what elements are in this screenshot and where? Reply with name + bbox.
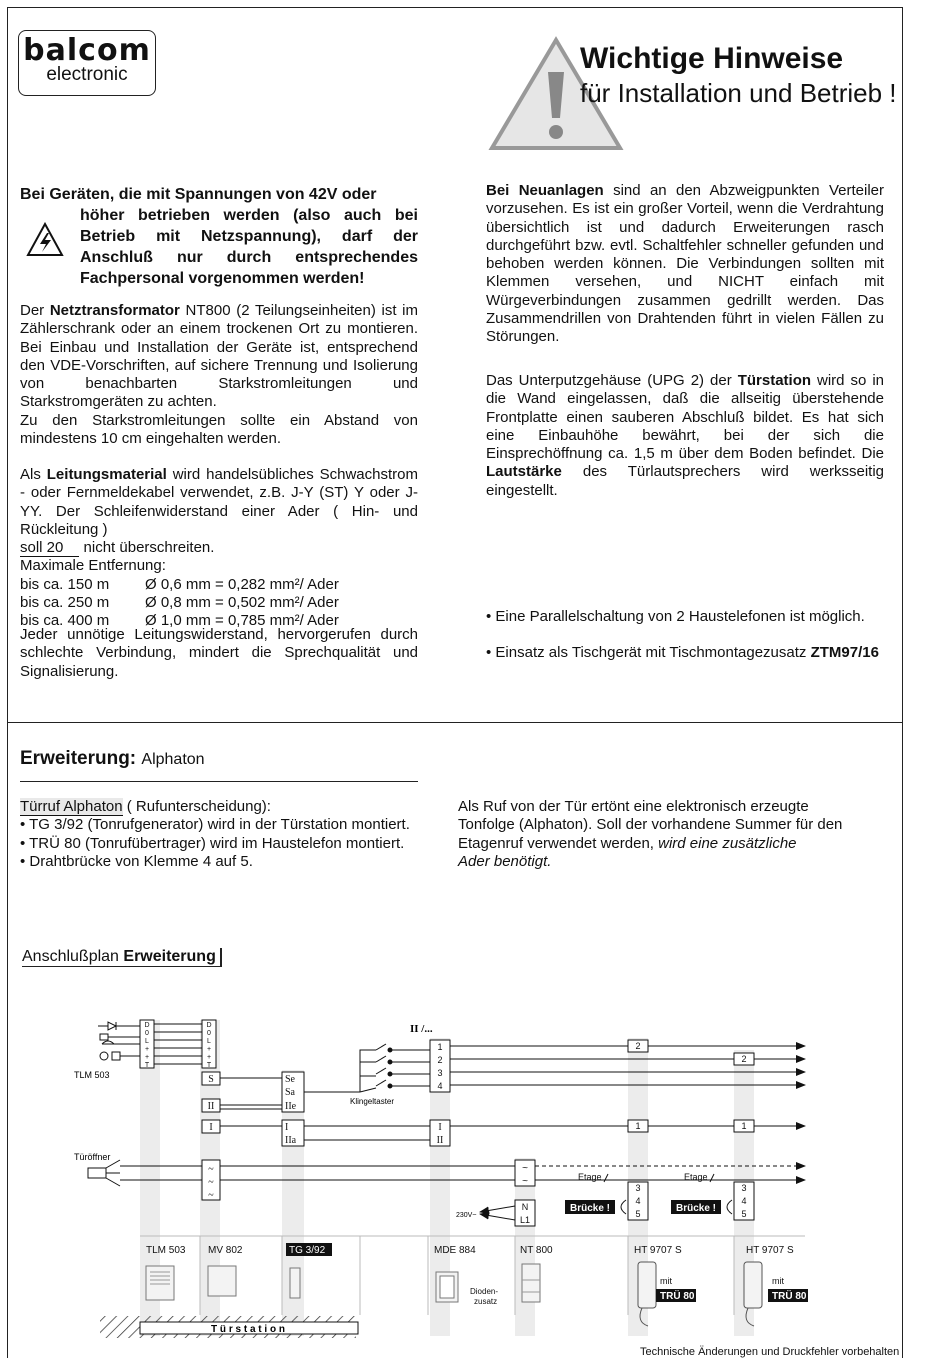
device-label: HT 9707 S xyxy=(746,1245,794,1256)
svg-text:1: 1 xyxy=(635,1121,641,1131)
svg-text:1: 1 xyxy=(741,1121,747,1131)
svg-text:4: 4 xyxy=(437,1081,443,1091)
true80-badge xyxy=(656,1289,808,1302)
leitungsmaterial-paragraph: Als Leitungsmaterial wird handelsübliches Schwachstrom - oder Fernmeldekabel verwendet, z.B. J-Y (ST) Y oder J-YY. Der Schleifenwiderstand einer Ader ( Hin- und Rückleitung ) soll 20 nicht überschreiten. Maximale Entfernung: bis ca. 150 m Ø 0,6 mm = 0,282 mm²/ Ader bis ca. 250 m Ø 0,8 mm = 0,502 mm²/ Ader bis ca. 400 m Ø 1,0 mm = 0,785 mm²/ Ader xyxy=(20,466,418,630)
warning-line1: Bei Geräten, die mit Spannungen von 42V oder xyxy=(20,186,377,203)
etage-label: Etage xyxy=(578,1172,602,1182)
svg-text:2: 2 xyxy=(635,1041,641,1051)
device-label: TG 3/92 xyxy=(289,1245,326,1256)
svg-text:4: 4 xyxy=(741,1196,747,1206)
svg-text:3: 3 xyxy=(437,1068,443,1078)
section-underline xyxy=(20,781,418,782)
alphaton-paragraph: Als Ruf von der Tür ertönt eine elektronisch erzeugte Tonfolge (Alphaton). Soll der vorhandene Summer für den Etagenruf verwendet werden, wird eine zusätzliche Ader benötigt. xyxy=(458,798,843,870)
section-title: Erweiterung: Alphaton xyxy=(20,748,205,769)
svg-text:~: ~ xyxy=(522,1163,528,1174)
v230-label: 230V~ xyxy=(456,1212,477,1219)
nt-device-icon xyxy=(522,1264,540,1302)
logo-bottom: electronic xyxy=(46,64,128,85)
device-label: NT 800 xyxy=(520,1245,553,1256)
section-divider xyxy=(7,722,903,723)
svg-text:3: 3 xyxy=(741,1183,747,1193)
dist-row: bis ca. 250 m Ø 0,8 mm = 0,502 mm²/ Ader xyxy=(20,594,339,612)
svg-text:1: 1 xyxy=(437,1042,443,1052)
svg-text:Brücke !: Brücke ! xyxy=(675,1203,717,1214)
svg-text:D: D xyxy=(206,1022,212,1029)
bullet-parallel: • Eine Parallelschaltung von 2 Haustelefonen ist möglich. xyxy=(486,608,865,625)
svg-text:~: ~ xyxy=(208,1177,214,1188)
tlm-label: TLM 503 xyxy=(74,1070,110,1080)
dioden-label: Dioden- xyxy=(470,1287,499,1296)
footer-note: Technische Änderungen und Druckfehler vorbehalten xyxy=(640,1346,900,1358)
svg-text:5: 5 xyxy=(741,1209,747,1219)
list-item: • TG 3/92 (Tonrufgenerator) wird in der Türstation montiert. xyxy=(20,816,410,834)
mv-top-terminals xyxy=(202,1020,216,1069)
svg-text:2: 2 xyxy=(741,1054,747,1064)
svg-text:I: I xyxy=(209,1122,213,1133)
svg-text:3: 3 xyxy=(635,1183,641,1193)
svg-text:T: T xyxy=(206,1062,212,1069)
list-item: • Drahtbrücke von Klemme 4 auf 5. xyxy=(20,852,253,870)
neuanlagen-paragraph: Bei Neuanlagen sind an den Abzweigpunkten Verteiler vorzusehen. Es ist ein großer Vorteil, wenn die Verdrahtung übersichtlich ist und dadurch Erweiterungen rasch durchgeführt bzw. evtl. Schaltfehler schneller gefunden und behoben werden können. Die Verbindungen sollten mit Klemmen versehen, und NICHT einfach mit Würgeverbindungen zusammen gedrillt werden. Das Zusammendrillen von Drahtenden führt in vielen Fällen zu Störungen. xyxy=(486,182,884,346)
klingeltaster-label: Klingeltaster xyxy=(350,1097,395,1106)
mit-label: mit xyxy=(772,1276,784,1286)
svg-text:4: 4 xyxy=(635,1196,641,1206)
svg-text:II: II xyxy=(207,1101,215,1112)
svg-text:Brücke !: Brücke ! xyxy=(569,1203,611,1214)
klingeltaster-icon xyxy=(376,1044,430,1088)
plan-title: Anschlußplan Erweiterung xyxy=(22,948,222,967)
tlm-terminals xyxy=(140,1020,154,1069)
svg-text:~: ~ xyxy=(522,1176,528,1187)
device-label: MV 802 xyxy=(208,1245,243,1256)
svg-text:N: N xyxy=(521,1202,529,1212)
svg-text:II: II xyxy=(436,1135,444,1146)
tlm-term: 0 xyxy=(145,1030,149,1037)
etage-label: Etage xyxy=(684,1172,708,1182)
tueroeffner-label: Türöffner xyxy=(74,1152,111,1162)
tlm-symbols-icon xyxy=(98,1022,126,1060)
svg-text:IIa: IIa xyxy=(285,1135,297,1146)
wiring-diagram xyxy=(60,1010,820,1346)
svg-text:~: ~ xyxy=(208,1190,214,1201)
balcom-logo xyxy=(18,30,156,96)
svg-text:L1: L1 xyxy=(519,1215,531,1225)
mit-label: mit xyxy=(660,1276,672,1286)
safety-warning xyxy=(20,184,418,289)
door-opener-icon xyxy=(88,1160,120,1186)
tuerstation-label: T ü r s t a t i o n xyxy=(211,1324,285,1335)
svg-text:+: + xyxy=(206,1054,212,1061)
svg-text:TRÜ 80: TRÜ 80 xyxy=(660,1291,695,1302)
device-label: MDE 884 xyxy=(434,1245,476,1256)
svg-text:Se: Se xyxy=(285,1074,295,1085)
mv-device-icon xyxy=(208,1266,236,1296)
tg-device-icon xyxy=(290,1268,300,1298)
svg-text:~: ~ xyxy=(208,1164,214,1175)
page-title: Wichtige Hinweise xyxy=(580,42,844,75)
device-label: HT 9707 S xyxy=(634,1245,682,1256)
svg-text:5: 5 xyxy=(635,1209,641,1219)
dioden-label: zusatz xyxy=(474,1297,498,1306)
bullet-tischgeraet: • Einsatz als Tischgerät mit Tischmontagezusatz ZTM97/16 xyxy=(486,644,879,661)
page-subtitle: für Installation und Betrieb ! xyxy=(580,78,897,108)
svg-text:L: L xyxy=(207,1038,211,1045)
svg-text:I: I xyxy=(285,1122,289,1133)
tlm-term: + xyxy=(144,1046,150,1053)
tuerruf-list: Türruf Alphaton ( Rufunterscheidung): • TG 3/92 (Tonrufgenerator) wird in der Türstation montiert. • TRÜ 80 (Tonrufübertrager) wird im Haustelefon montiert. • Drahtbrücke von Klemme 4 auf 5. xyxy=(20,798,440,871)
tuerstation-paragraph: Das Unterputzgehäuse (UPG 2) der Türstation wird so in die Wand eingelassen, daß die allseitig überstehende Frontplatte einen sauberen Abschluß bildet. Es hat sich eine Einbauhöhe bewährt, bei der sich die Einsprechöffnung ca. 1,5 m über dem Boden befindet. Die Lautstärke des Türlautsprechers wird werksseitig eingestellt. xyxy=(486,372,884,499)
widerstand-paragraph: Jeder unnötige Leitungswiderstand, hervorgerufen durch schlechte Verbindung, mindert die Sprechqualität und Signalisierung. xyxy=(20,626,418,680)
device-label: TLM 503 xyxy=(146,1245,186,1256)
netztrafo-paragraph: Der Netztransformator NT800 (2 Teilungseinheiten) ist im Zählerschrank oder an einem trockenen Ort zu montieren. Bei Einbau und Installation der Geräte ist, entsprechend den VDE-Vorschriften, auf sichere Trennung und Isolierung von benachbarten Starkstromleitungen und Starkstromgeräten zu achten. Zu den Starkstromleitungen sollte ein Abstand von mindestens 10 cm eingehalten werden. xyxy=(20,302,419,448)
dist-row: bis ca. 150 m Ø 0,6 mm = 0,282 mm²/ Ader xyxy=(20,575,339,593)
dist-row: bis ca. 400 m Ø 1,0 mm = 0,785 mm²/ Ader xyxy=(20,612,339,630)
tlm-term: T xyxy=(144,1062,150,1069)
svg-text:IIe: IIe xyxy=(285,1101,297,1112)
tlm-device-icon xyxy=(146,1266,174,1300)
svg-text:Sa: Sa xyxy=(285,1087,295,1098)
tlm-term: L xyxy=(145,1038,149,1045)
svg-text:0: 0 xyxy=(207,1030,211,1037)
svg-text:I: I xyxy=(438,1122,442,1133)
svg-text:S: S xyxy=(208,1074,214,1085)
svg-text:TRÜ 80: TRÜ 80 xyxy=(772,1291,807,1302)
high-voltage-icon xyxy=(26,222,64,258)
warning-rest: höher betrieben werden (also auch bei Betrieb mit Netzspannung), darf der Anschluß nur durch entsprechendes Fachpersonal vorgenommen werden! xyxy=(80,207,418,287)
svg-text:2: 2 xyxy=(437,1055,443,1065)
bus-label: II /... xyxy=(410,1023,433,1035)
tlm-term: D xyxy=(144,1022,150,1029)
list-item: • TRÜ 80 (Tonrufübertrager) wird im Haustelefon montiert. xyxy=(20,834,405,852)
tlm-term: + xyxy=(144,1054,150,1061)
logo-top: balcom xyxy=(23,33,151,68)
svg-text:+: + xyxy=(206,1046,212,1053)
